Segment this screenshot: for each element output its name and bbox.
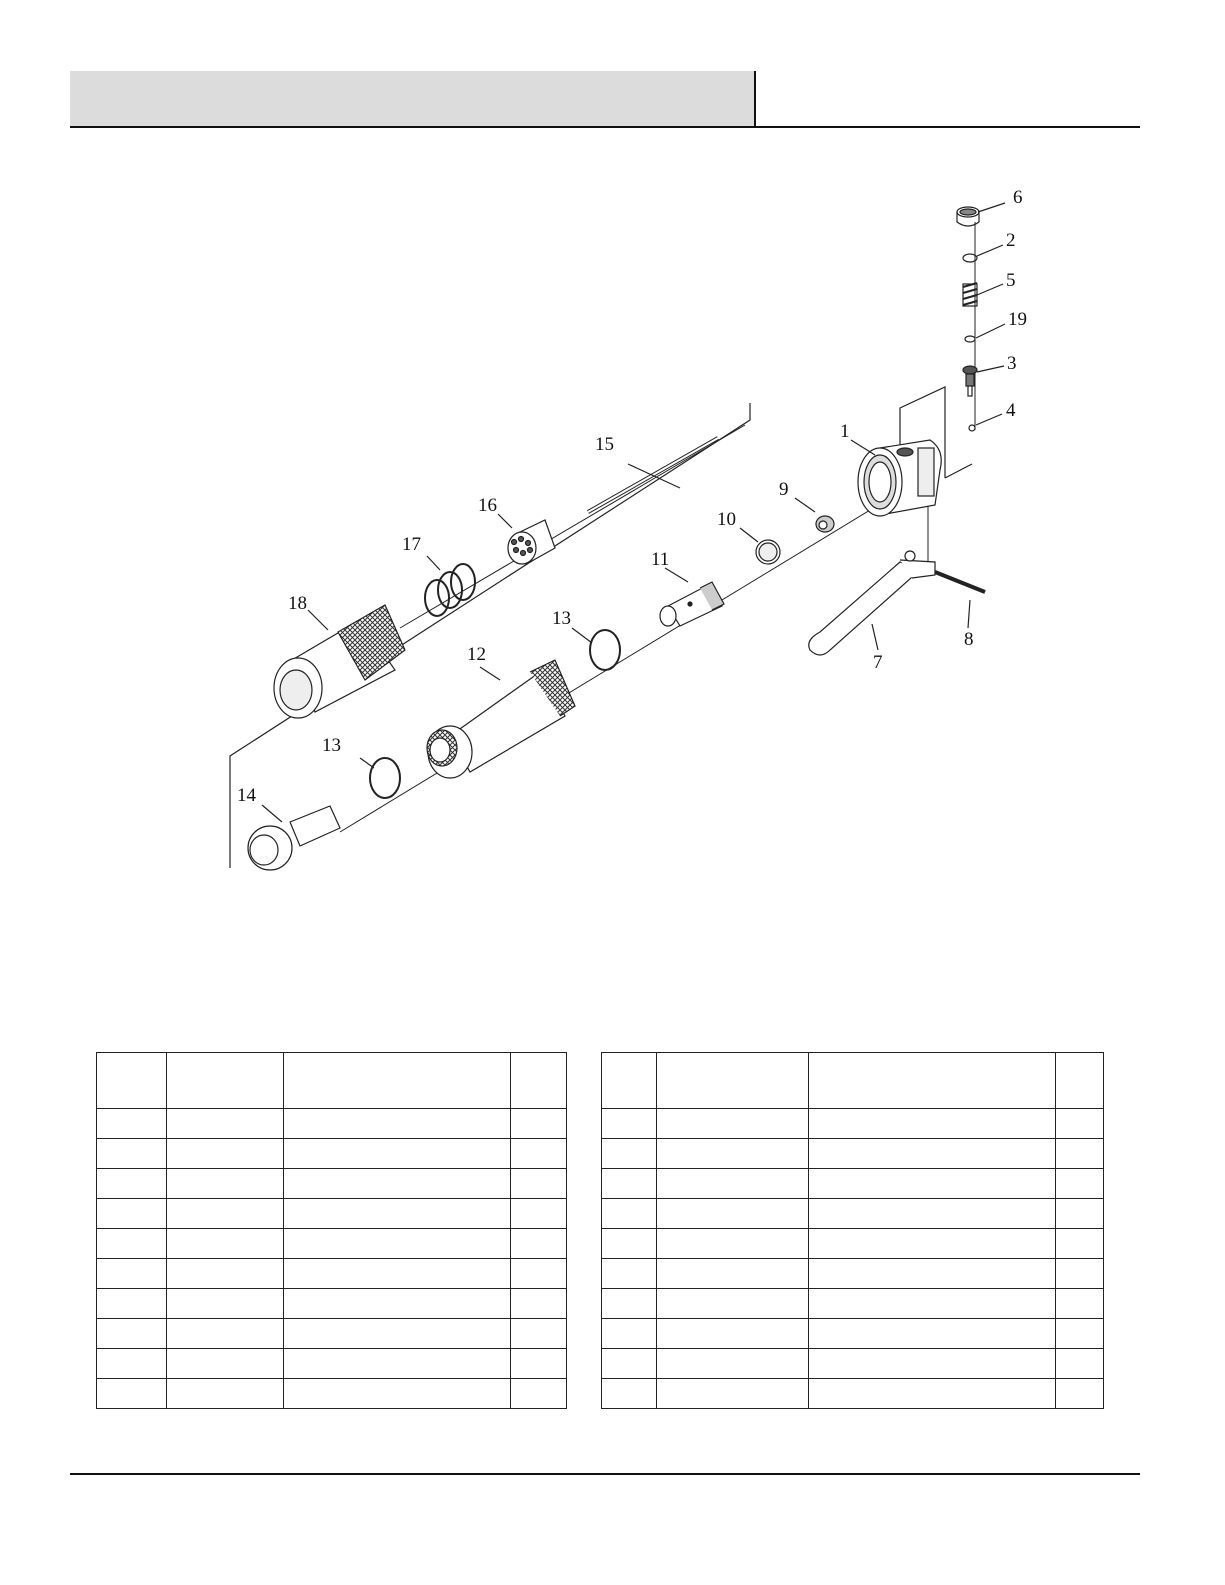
callout-label: 13 <box>552 608 571 629</box>
table-cell <box>809 1349 1056 1379</box>
nose-housing-part <box>274 605 405 718</box>
table-cell <box>657 1109 809 1139</box>
callout-label: 6 <box>1013 187 1023 208</box>
table-cell <box>602 1289 657 1319</box>
table-cell <box>657 1379 809 1409</box>
callout-label: 4 <box>1006 400 1016 421</box>
table-cell <box>511 1259 567 1289</box>
table-cell <box>809 1199 1056 1229</box>
table-cell <box>167 1139 284 1169</box>
table-cell <box>284 1139 511 1169</box>
valve-seat-part <box>756 540 780 564</box>
table-cell <box>511 1349 567 1379</box>
callout-label: 17 <box>402 534 421 555</box>
callout-label: 9 <box>779 479 789 500</box>
table-cell <box>511 1319 567 1349</box>
table-cell <box>284 1169 511 1199</box>
table-cell <box>602 1349 657 1379</box>
table-row <box>602 1319 1104 1349</box>
retainer-part <box>248 806 340 870</box>
table-row <box>97 1259 567 1289</box>
table-row <box>97 1379 567 1409</box>
callout-label: 5 <box>1006 270 1016 291</box>
table-cell <box>809 1259 1056 1289</box>
table-cell <box>1056 1349 1104 1379</box>
callout-label: 19 <box>1008 309 1027 330</box>
table-row <box>602 1199 1104 1229</box>
table-cell <box>602 1319 657 1349</box>
table-cell <box>809 1139 1056 1169</box>
table-row <box>97 1289 567 1319</box>
valve-cap-part <box>957 207 979 226</box>
table-cell <box>1056 1139 1104 1169</box>
header-cell <box>809 1053 1056 1109</box>
table-cell <box>1056 1259 1104 1289</box>
table-row <box>602 1379 1104 1409</box>
lever-pin-part <box>935 572 985 592</box>
table-cell <box>1056 1169 1104 1199</box>
table-cell <box>167 1109 284 1139</box>
table-cell <box>97 1169 167 1199</box>
table-cell <box>284 1199 511 1229</box>
table-cell <box>809 1319 1056 1349</box>
table-cell <box>657 1319 809 1349</box>
header-cell <box>1056 1053 1104 1109</box>
header-cell <box>284 1053 511 1109</box>
table-body-left <box>97 1109 567 1409</box>
table-cell <box>511 1109 567 1139</box>
table-row <box>602 1259 1104 1289</box>
table-cell <box>167 1319 284 1349</box>
table-cell <box>602 1259 657 1289</box>
table-row <box>602 1229 1104 1259</box>
table-cell <box>657 1349 809 1379</box>
table-cell <box>284 1289 511 1319</box>
assembly-frame-lines <box>230 403 750 868</box>
table-cell <box>97 1109 167 1139</box>
callout-label: 1 <box>840 421 850 442</box>
table-cell <box>167 1169 284 1199</box>
ball-part <box>969 425 975 431</box>
table-cell <box>284 1349 511 1379</box>
callout-label: 18 <box>288 593 307 614</box>
table-cell <box>511 1169 567 1199</box>
table-row <box>97 1199 567 1229</box>
table-row <box>602 1289 1104 1319</box>
housing-part <box>858 440 941 516</box>
table-cell <box>284 1229 511 1259</box>
table-cell <box>97 1229 167 1259</box>
cylinder-part <box>427 660 575 778</box>
table-cell <box>1056 1379 1104 1409</box>
table-cell <box>657 1169 809 1199</box>
table-cell <box>167 1259 284 1289</box>
table-cell <box>809 1169 1056 1199</box>
table-row <box>97 1169 567 1199</box>
table-cell <box>511 1379 567 1409</box>
table-cell <box>602 1109 657 1139</box>
table-cell <box>657 1199 809 1229</box>
table-row <box>602 1109 1104 1139</box>
table-cell <box>167 1199 284 1229</box>
table-cell <box>167 1229 284 1259</box>
callout-label: 11 <box>651 549 670 570</box>
trigger-lever-part <box>809 551 935 655</box>
table-row <box>97 1349 567 1379</box>
table-cell <box>167 1289 284 1319</box>
header-cell <box>657 1053 809 1109</box>
table-cell <box>809 1379 1056 1409</box>
table-cell <box>602 1379 657 1409</box>
table-body-right <box>602 1109 1104 1409</box>
table-cell <box>97 1259 167 1289</box>
callout-label: 3 <box>1007 353 1017 374</box>
table-cell <box>1056 1229 1104 1259</box>
table-cell <box>167 1379 284 1409</box>
parts-list-table-left <box>96 1052 567 1409</box>
table-row <box>97 1229 567 1259</box>
table-cell <box>97 1199 167 1229</box>
table-cell <box>657 1259 809 1289</box>
callout-label: 13 <box>322 735 341 756</box>
table-cell <box>1056 1109 1104 1139</box>
table-cell <box>511 1139 567 1169</box>
header-cell <box>602 1053 657 1109</box>
piston-part <box>660 582 724 626</box>
callout-label: 14 <box>237 785 256 806</box>
table-cell <box>809 1289 1056 1319</box>
needle-holder-part <box>508 520 555 564</box>
header-cell <box>97 1053 167 1109</box>
table-row <box>97 1319 567 1349</box>
table-cell <box>657 1139 809 1169</box>
table-cell <box>284 1379 511 1409</box>
parts-list-table-right <box>601 1052 1104 1409</box>
table-cell <box>1056 1319 1104 1349</box>
table-cell <box>809 1229 1056 1259</box>
callout-label: 7 <box>873 652 883 673</box>
table-cell <box>602 1139 657 1169</box>
table-cell <box>657 1289 809 1319</box>
table-header-row <box>97 1053 567 1109</box>
o-ring-upper-part <box>590 630 620 670</box>
header-cell <box>511 1053 567 1109</box>
callout-label: 8 <box>964 629 974 650</box>
callout-label: 10 <box>717 509 736 530</box>
table-row <box>97 1139 567 1169</box>
table-row <box>97 1109 567 1139</box>
table-cell <box>97 1379 167 1409</box>
callout-label: 15 <box>595 434 614 455</box>
table-cell <box>1056 1289 1104 1319</box>
table-cell <box>602 1199 657 1229</box>
table-cell <box>1056 1199 1104 1229</box>
table-cell <box>284 1259 511 1289</box>
table-cell <box>602 1229 657 1259</box>
table-cell <box>97 1319 167 1349</box>
o-ring-lower-part <box>370 758 400 798</box>
header-cell <box>167 1053 284 1109</box>
table-cell <box>284 1319 511 1349</box>
table-cell <box>97 1139 167 1169</box>
bushing-part <box>816 516 834 532</box>
table-cell <box>809 1109 1056 1139</box>
main-spring-part <box>425 564 475 616</box>
table-cell <box>511 1289 567 1319</box>
table-row <box>602 1139 1104 1169</box>
table-cell <box>602 1169 657 1199</box>
table-cell <box>511 1229 567 1259</box>
table-cell <box>97 1349 167 1379</box>
table-cell <box>511 1199 567 1229</box>
table-cell <box>284 1109 511 1139</box>
table-header-row <box>602 1053 1104 1109</box>
callout-label: 12 <box>467 644 486 665</box>
table-cell <box>167 1349 284 1379</box>
callout-label: 16 <box>478 495 497 516</box>
footer-rule <box>70 1473 1140 1475</box>
small-o-ring-part <box>965 336 975 342</box>
callout-label: 2 <box>1006 230 1016 251</box>
table-row <box>602 1169 1104 1199</box>
table-cell <box>97 1289 167 1319</box>
table-row <box>602 1349 1104 1379</box>
table-cell <box>657 1229 809 1259</box>
valve-bracket-line <box>945 464 972 478</box>
